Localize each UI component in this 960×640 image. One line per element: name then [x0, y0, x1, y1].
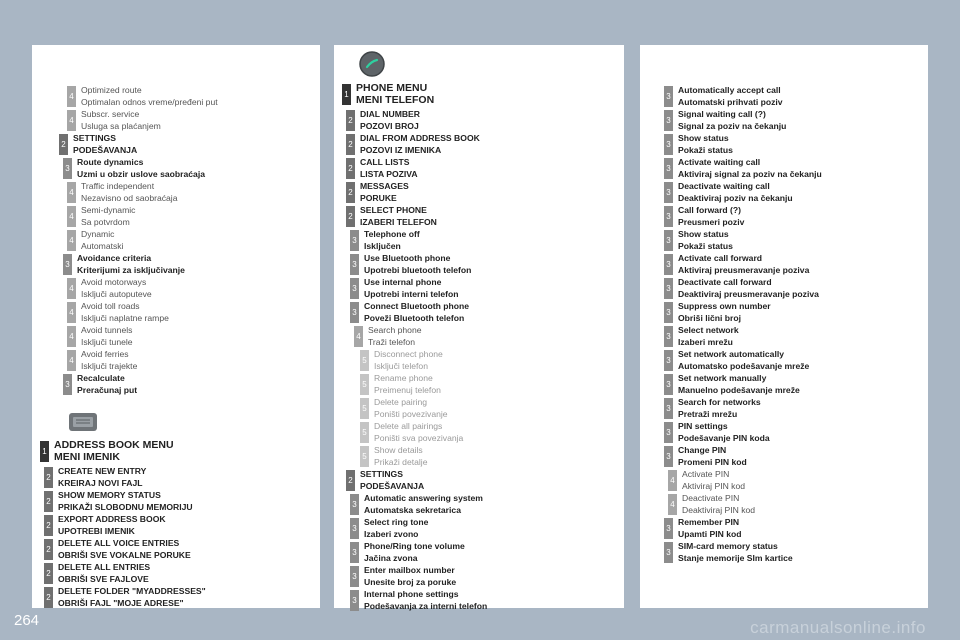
entry-label-en: Select network [678, 325, 739, 335]
level-badge: 3 [664, 542, 673, 563]
menu-entry [334, 229, 624, 253]
menu-entry [640, 181, 928, 205]
middle-column-panel [334, 45, 624, 611]
entry-label-sr: Kriterijumi za isključivanje [77, 264, 185, 275]
entry-label-en: Activate waiting call [678, 157, 761, 167]
level-badge: 2 [59, 134, 68, 155]
entry-label-en: DELETE ALL ENTRIES [58, 562, 151, 572]
level-badge: 2 [44, 539, 53, 560]
entry-label-sr: Poveži Bluetooth telefon [364, 312, 465, 323]
menu-entry [32, 514, 320, 538]
entry-label-en: Select ring tone [364, 517, 429, 527]
entry-label-en: Recalculate [77, 373, 125, 383]
entry-label-sr: MENI TELEFON [356, 93, 435, 106]
level-badge: 3 [350, 518, 359, 539]
entry-label-sr: PODEŠAVANJA [360, 480, 425, 491]
entry-label-en: Telephone off [364, 229, 420, 239]
entry-label-sr: Upotrebi interni telefon [364, 288, 459, 299]
entry-label-sr: KREIRAJ NOVI FAJL [58, 477, 143, 488]
entry-label-sr: Automatski [81, 240, 124, 251]
entry-label-sr: Deaktiviraj poziv na čekanju [678, 192, 793, 203]
menu-entry [32, 109, 320, 133]
entry-label-en: Optimized route [81, 85, 142, 95]
menu-entry [640, 301, 928, 325]
menu-entry [334, 157, 624, 181]
entry-label-sr: Prikaži detalje [374, 456, 428, 467]
level-badge: 3 [664, 158, 673, 179]
entry-label-en: Show status [678, 133, 729, 143]
level-badge: 3 [63, 254, 72, 275]
entry-label-sr: Unesite broj za poruke [364, 576, 457, 587]
address-book-icon [68, 411, 98, 433]
menu-entry [334, 493, 624, 517]
level-badge: 5 [360, 374, 369, 395]
entry-label-en: DELETE FOLDER "MYADDRESSES" [58, 586, 206, 596]
entry-label-en: MESSAGES [360, 181, 409, 191]
menu-entry [32, 229, 320, 253]
level-badge: 3 [664, 302, 673, 323]
level-badge: 4 [67, 350, 76, 371]
menu-entry [32, 277, 320, 301]
level-badge: 2 [346, 206, 355, 227]
level-badge: 3 [350, 302, 359, 323]
menu-entry [334, 181, 624, 205]
level-badge: 3 [350, 230, 359, 251]
entry-label-en: Set network manually [678, 373, 767, 383]
navigation-settings-list [32, 85, 320, 397]
level-badge: 3 [350, 494, 359, 515]
level-badge: 2 [44, 587, 53, 608]
entry-label-en: Avoidance criteria [77, 253, 152, 263]
entry-label-sr: Upamti PIN kod [678, 528, 742, 539]
entry-label-en: SETTINGS [73, 133, 116, 143]
menu-entry [334, 109, 624, 133]
menu-entry [334, 397, 624, 421]
entry-label-en: CREATE NEW ENTRY [58, 466, 147, 476]
entry-label-sr: Pokaži status [678, 240, 733, 251]
entry-label-sr: Promeni PIN kod [678, 456, 747, 467]
phone-icon [358, 50, 386, 78]
level-badge: 4 [668, 470, 677, 491]
entry-label-sr: Upotrebi bluetooth telefon [364, 264, 472, 275]
menu-entry [32, 301, 320, 325]
level-badge: 4 [67, 230, 76, 251]
entry-label-en: Search for networks [678, 397, 761, 407]
menu-entry [32, 181, 320, 205]
entry-label-en: DELETE ALL VOICE ENTRIES [58, 538, 180, 548]
level-badge: 3 [664, 398, 673, 419]
level-badge: 3 [350, 254, 359, 275]
phone-menu-list [334, 83, 624, 613]
menu-entry [32, 349, 320, 373]
entry-label-sr: Aktiviraj PIN kod [682, 480, 746, 491]
menu-entry [334, 325, 624, 349]
entry-label-sr: Jačina zvona [364, 552, 418, 563]
entry-label-sr: Preusmeri poziv [678, 216, 745, 227]
level-badge: 3 [350, 542, 359, 563]
menu-entry [640, 229, 928, 253]
menu-entry [334, 373, 624, 397]
entry-label-sr: Pretraži mrežu [678, 408, 738, 419]
menu-entry [640, 85, 928, 109]
entry-label-en: Internal phone settings [364, 589, 459, 599]
menu-entry [640, 373, 928, 397]
entry-label-sr: Izaberi mrežu [678, 336, 733, 347]
entry-label-en: Show details [374, 445, 423, 455]
menu-entry [334, 421, 624, 445]
menu-entry [640, 325, 928, 349]
watermark: carmanualsonline.info [750, 618, 926, 637]
level-badge: 3 [664, 350, 673, 371]
menu-entry [640, 277, 928, 301]
right-column-panel [640, 45, 928, 608]
level-badge: 3 [350, 278, 359, 299]
entry-label-en: Use internal phone [364, 277, 442, 287]
level-badge: 2 [346, 470, 355, 491]
menu-entry [640, 445, 928, 469]
entry-label-en: Activate PIN [682, 469, 730, 479]
menu-entry [640, 541, 928, 565]
level-badge: 3 [664, 518, 673, 539]
entry-label-en: Delete pairing [374, 397, 428, 407]
level-badge: 5 [360, 350, 369, 371]
level-badge: 2 [346, 182, 355, 203]
entry-label-en: SIM-card memory status [678, 541, 778, 551]
level-badge: 4 [67, 302, 76, 323]
entry-label-sr: Isključi tunele [81, 336, 133, 347]
level-badge: 3 [664, 134, 673, 155]
entry-label-en: PIN settings [678, 421, 728, 431]
entry-label-en: Traffic independent [81, 181, 155, 191]
entry-label-en: Deactivate waiting call [678, 181, 770, 191]
menu-entry [32, 538, 320, 562]
entry-label-en: Activate call forward [678, 253, 763, 263]
menu-entry [640, 253, 928, 277]
menu-entry [32, 205, 320, 229]
entry-label-en: EXPORT ADDRESS BOOK [58, 514, 166, 524]
level-badge: 3 [664, 446, 673, 467]
entry-label-en: SETTINGS [360, 469, 403, 479]
phone-settings-list [640, 85, 928, 565]
entry-label-en: Avoid motorways [81, 277, 147, 287]
page-number: 264 [14, 612, 40, 629]
menu-entry [32, 562, 320, 586]
level-badge: 1 [40, 441, 49, 462]
entry-label-en: Show status [678, 229, 729, 239]
menu-entry [334, 541, 624, 565]
entry-label-sr: Aktiviraj preusmeravanje poziva [678, 264, 810, 275]
entry-label-en: ADDRESS BOOK MENU [54, 439, 174, 451]
menu-entry [32, 85, 320, 109]
level-badge: 4 [67, 86, 76, 107]
entry-label-sr: MENI IMENIK [54, 450, 120, 463]
menu-entry [640, 493, 928, 517]
level-badge: 4 [67, 326, 76, 347]
address-book-menu-list [32, 440, 320, 610]
entry-label-en: Semi-dynamic [81, 205, 136, 215]
menu-entry [32, 253, 320, 277]
menu-entry [640, 469, 928, 493]
entry-label-sr: Traži telefon [368, 336, 415, 347]
entry-label-en: SELECT PHONE [360, 205, 427, 215]
entry-label-en: Route dynamics [77, 157, 144, 167]
menu-entry [32, 325, 320, 349]
level-badge: 3 [664, 110, 673, 131]
entry-label-sr: Automatska sekretarica [364, 504, 461, 515]
level-badge: 4 [67, 278, 76, 299]
entry-label-sr: Uzmi u obzir uslove saobraćaja [77, 168, 205, 179]
level-badge: 3 [63, 374, 72, 395]
level-badge: 4 [67, 206, 76, 227]
level-badge: 3 [664, 278, 673, 299]
menu-entry [334, 301, 624, 325]
menu-entry [32, 466, 320, 490]
level-badge: 3 [350, 590, 359, 611]
entry-label-sr: Sa potvrdom [81, 216, 130, 227]
entry-label-sr: Obriši lični broj [678, 312, 742, 323]
left-column-panel [32, 45, 320, 608]
entry-label-en: Signal waiting call (?) [678, 109, 766, 119]
entry-label-en: Dynamic [81, 229, 115, 239]
menu-entry [640, 133, 928, 157]
entry-label-sr: OBRIŠI FAJL "MOJE ADRESE" [58, 597, 184, 608]
menu-entry [640, 421, 928, 445]
entry-label-sr: Podešavanje PIN koda [678, 432, 770, 443]
entry-label-en: CALL LISTS [360, 157, 410, 167]
level-badge: 3 [664, 86, 673, 107]
menu-entry [32, 133, 320, 157]
level-badge: 3 [664, 254, 673, 275]
level-badge: 3 [664, 230, 673, 251]
entry-label-en: Deactivate PIN [682, 493, 740, 503]
entry-label-sr: LISTA POZIVA [360, 168, 418, 179]
entry-label-sr: Aktiviraj signal za poziv na čekanju [678, 168, 822, 179]
level-badge: 4 [67, 182, 76, 203]
entry-label-sr: Preimenuj telefon [374, 384, 441, 395]
entry-label-sr: Deaktiviraj preusmeravanje poziva [678, 288, 819, 299]
entry-label-en: Automatic answering system [364, 493, 483, 503]
entry-label-en: Disconnect phone [374, 349, 443, 359]
entry-label-sr: UPOTREBI IMENIK [58, 525, 135, 536]
entry-label-en: Delete all pairings [374, 421, 443, 431]
entry-label-sr: Manuelno podešavanje mreže [678, 384, 800, 395]
level-badge: 3 [664, 182, 673, 203]
level-badge: 3 [664, 326, 673, 347]
entry-label-en: Avoid tunnels [81, 325, 133, 335]
entry-label-sr: OBRIŠI SVE VOKALNE PORUKE [58, 549, 191, 560]
menu-entry [640, 205, 928, 229]
entry-label-sr: Signal za poziv na čekanju [678, 120, 787, 131]
menu-entry [334, 83, 624, 109]
entry-label-sr: Preračunaj put [77, 384, 138, 395]
level-badge: 2 [44, 515, 53, 536]
level-badge: 2 [44, 563, 53, 584]
entry-label-en: Connect Bluetooth phone [364, 301, 470, 311]
menu-entry [640, 517, 928, 541]
entry-label-sr: Automatski prihvati poziv [678, 96, 783, 107]
entry-label-en: PHONE MENU [356, 82, 428, 94]
entry-label-sr: Stanje memorije SIm kartice [678, 552, 793, 563]
level-badge: 3 [350, 566, 359, 587]
entry-label-sr: Isključi autoputeve [81, 288, 152, 299]
entry-label-en: DIAL FROM ADDRESS BOOK [360, 133, 480, 143]
entry-label-sr: Poništi sva povezivanja [374, 432, 464, 443]
entry-label-sr: PORUKE [360, 192, 397, 203]
entry-label-en: Search phone [368, 325, 422, 335]
level-badge: 5 [360, 446, 369, 467]
entry-label-en: Rename phone [374, 373, 433, 383]
level-badge: 3 [664, 422, 673, 443]
entry-label-sr: Izaberi zvono [364, 528, 419, 539]
menu-entry [32, 373, 320, 397]
entry-label-en: Enter mailbox number [364, 565, 455, 575]
menu-entry [640, 109, 928, 133]
level-badge: 5 [360, 422, 369, 443]
entry-label-en: Subscr. service [81, 109, 140, 119]
entry-label-en: Set network automatically [678, 349, 785, 359]
menu-entry [32, 586, 320, 610]
entry-label-sr: Pokaži status [678, 144, 733, 155]
entry-label-sr: POZOVI IZ IMENIKA [360, 144, 442, 155]
level-badge: 4 [67, 110, 76, 131]
entry-label-sr: Deaktiviraj PIN kod [682, 504, 756, 515]
menu-entry [640, 157, 928, 181]
level-badge: 2 [44, 467, 53, 488]
menu-entry [334, 469, 624, 493]
entry-label-en: SHOW MEMORY STATUS [58, 490, 161, 500]
entry-label-sr: IZABERI TELEFON [360, 216, 437, 227]
menu-entry [32, 490, 320, 514]
level-badge: 4 [668, 494, 677, 515]
entry-label-sr: Podešavanja za interni telefon [364, 600, 488, 611]
entry-label-sr: Poništi povezivanje [374, 408, 448, 419]
entry-label-sr: Usluga sa plaćanjem [81, 120, 161, 131]
menu-entry [334, 517, 624, 541]
level-badge: 3 [63, 158, 72, 179]
entry-label-sr: Optimalan odnos vreme/pređeni put [81, 96, 218, 107]
entry-label-en: Automatically accept call [678, 85, 781, 95]
entry-label-en: Use Bluetooth phone [364, 253, 451, 263]
entry-label-sr: OBRIŠI SVE FAJLOVE [58, 573, 149, 584]
menu-entry [334, 133, 624, 157]
menu-entry [334, 565, 624, 589]
level-badge: 2 [44, 491, 53, 512]
menu-entry [32, 157, 320, 181]
entry-label-en: Call forward (?) [678, 205, 742, 215]
entry-label-en: Avoid ferries [81, 349, 129, 359]
level-badge: 3 [664, 206, 673, 227]
menu-entry [334, 349, 624, 373]
menu-entry [640, 349, 928, 373]
level-badge: 4 [354, 326, 363, 347]
level-badge: 5 [360, 398, 369, 419]
menu-entry [334, 445, 624, 469]
entry-label-en: Phone/Ring tone volume [364, 541, 465, 551]
entry-label-en: Change PIN [678, 445, 727, 455]
menu-entry [334, 589, 624, 613]
level-badge: 3 [664, 374, 673, 395]
level-badge: 2 [346, 134, 355, 155]
entry-label-sr: Nezavisno od saobraćaja [81, 192, 178, 203]
menu-entry [334, 205, 624, 229]
entry-label-sr: Isključen [364, 240, 401, 251]
entry-label-sr: POZOVI BROJ [360, 120, 419, 131]
entry-label-sr: PRIKAŽI SLOBODNU MEMORIJU [58, 501, 193, 512]
entry-label-sr: Isključi naplatne rampe [81, 312, 169, 323]
entry-label-en: Suppress own number [678, 301, 771, 311]
entry-label-en: DIAL NUMBER [360, 109, 420, 119]
menu-entry [334, 253, 624, 277]
menu-entry [32, 440, 320, 466]
level-badge: 2 [346, 110, 355, 131]
entry-label-sr: PODEŠAVANJA [73, 144, 138, 155]
entry-label-sr: Isključi telefon [374, 360, 428, 371]
entry-label-sr: Isključi trajekte [81, 360, 138, 371]
entry-label-sr: Automatsko podešavanje mreže [678, 360, 810, 371]
entry-label-en: Deactivate call forward [678, 277, 772, 287]
menu-entry [334, 277, 624, 301]
menu-entry [640, 397, 928, 421]
entry-label-en: Remember PIN [678, 517, 740, 527]
level-badge: 1 [342, 84, 351, 105]
entry-label-en: Avoid toll roads [81, 301, 140, 311]
level-badge: 2 [346, 158, 355, 179]
